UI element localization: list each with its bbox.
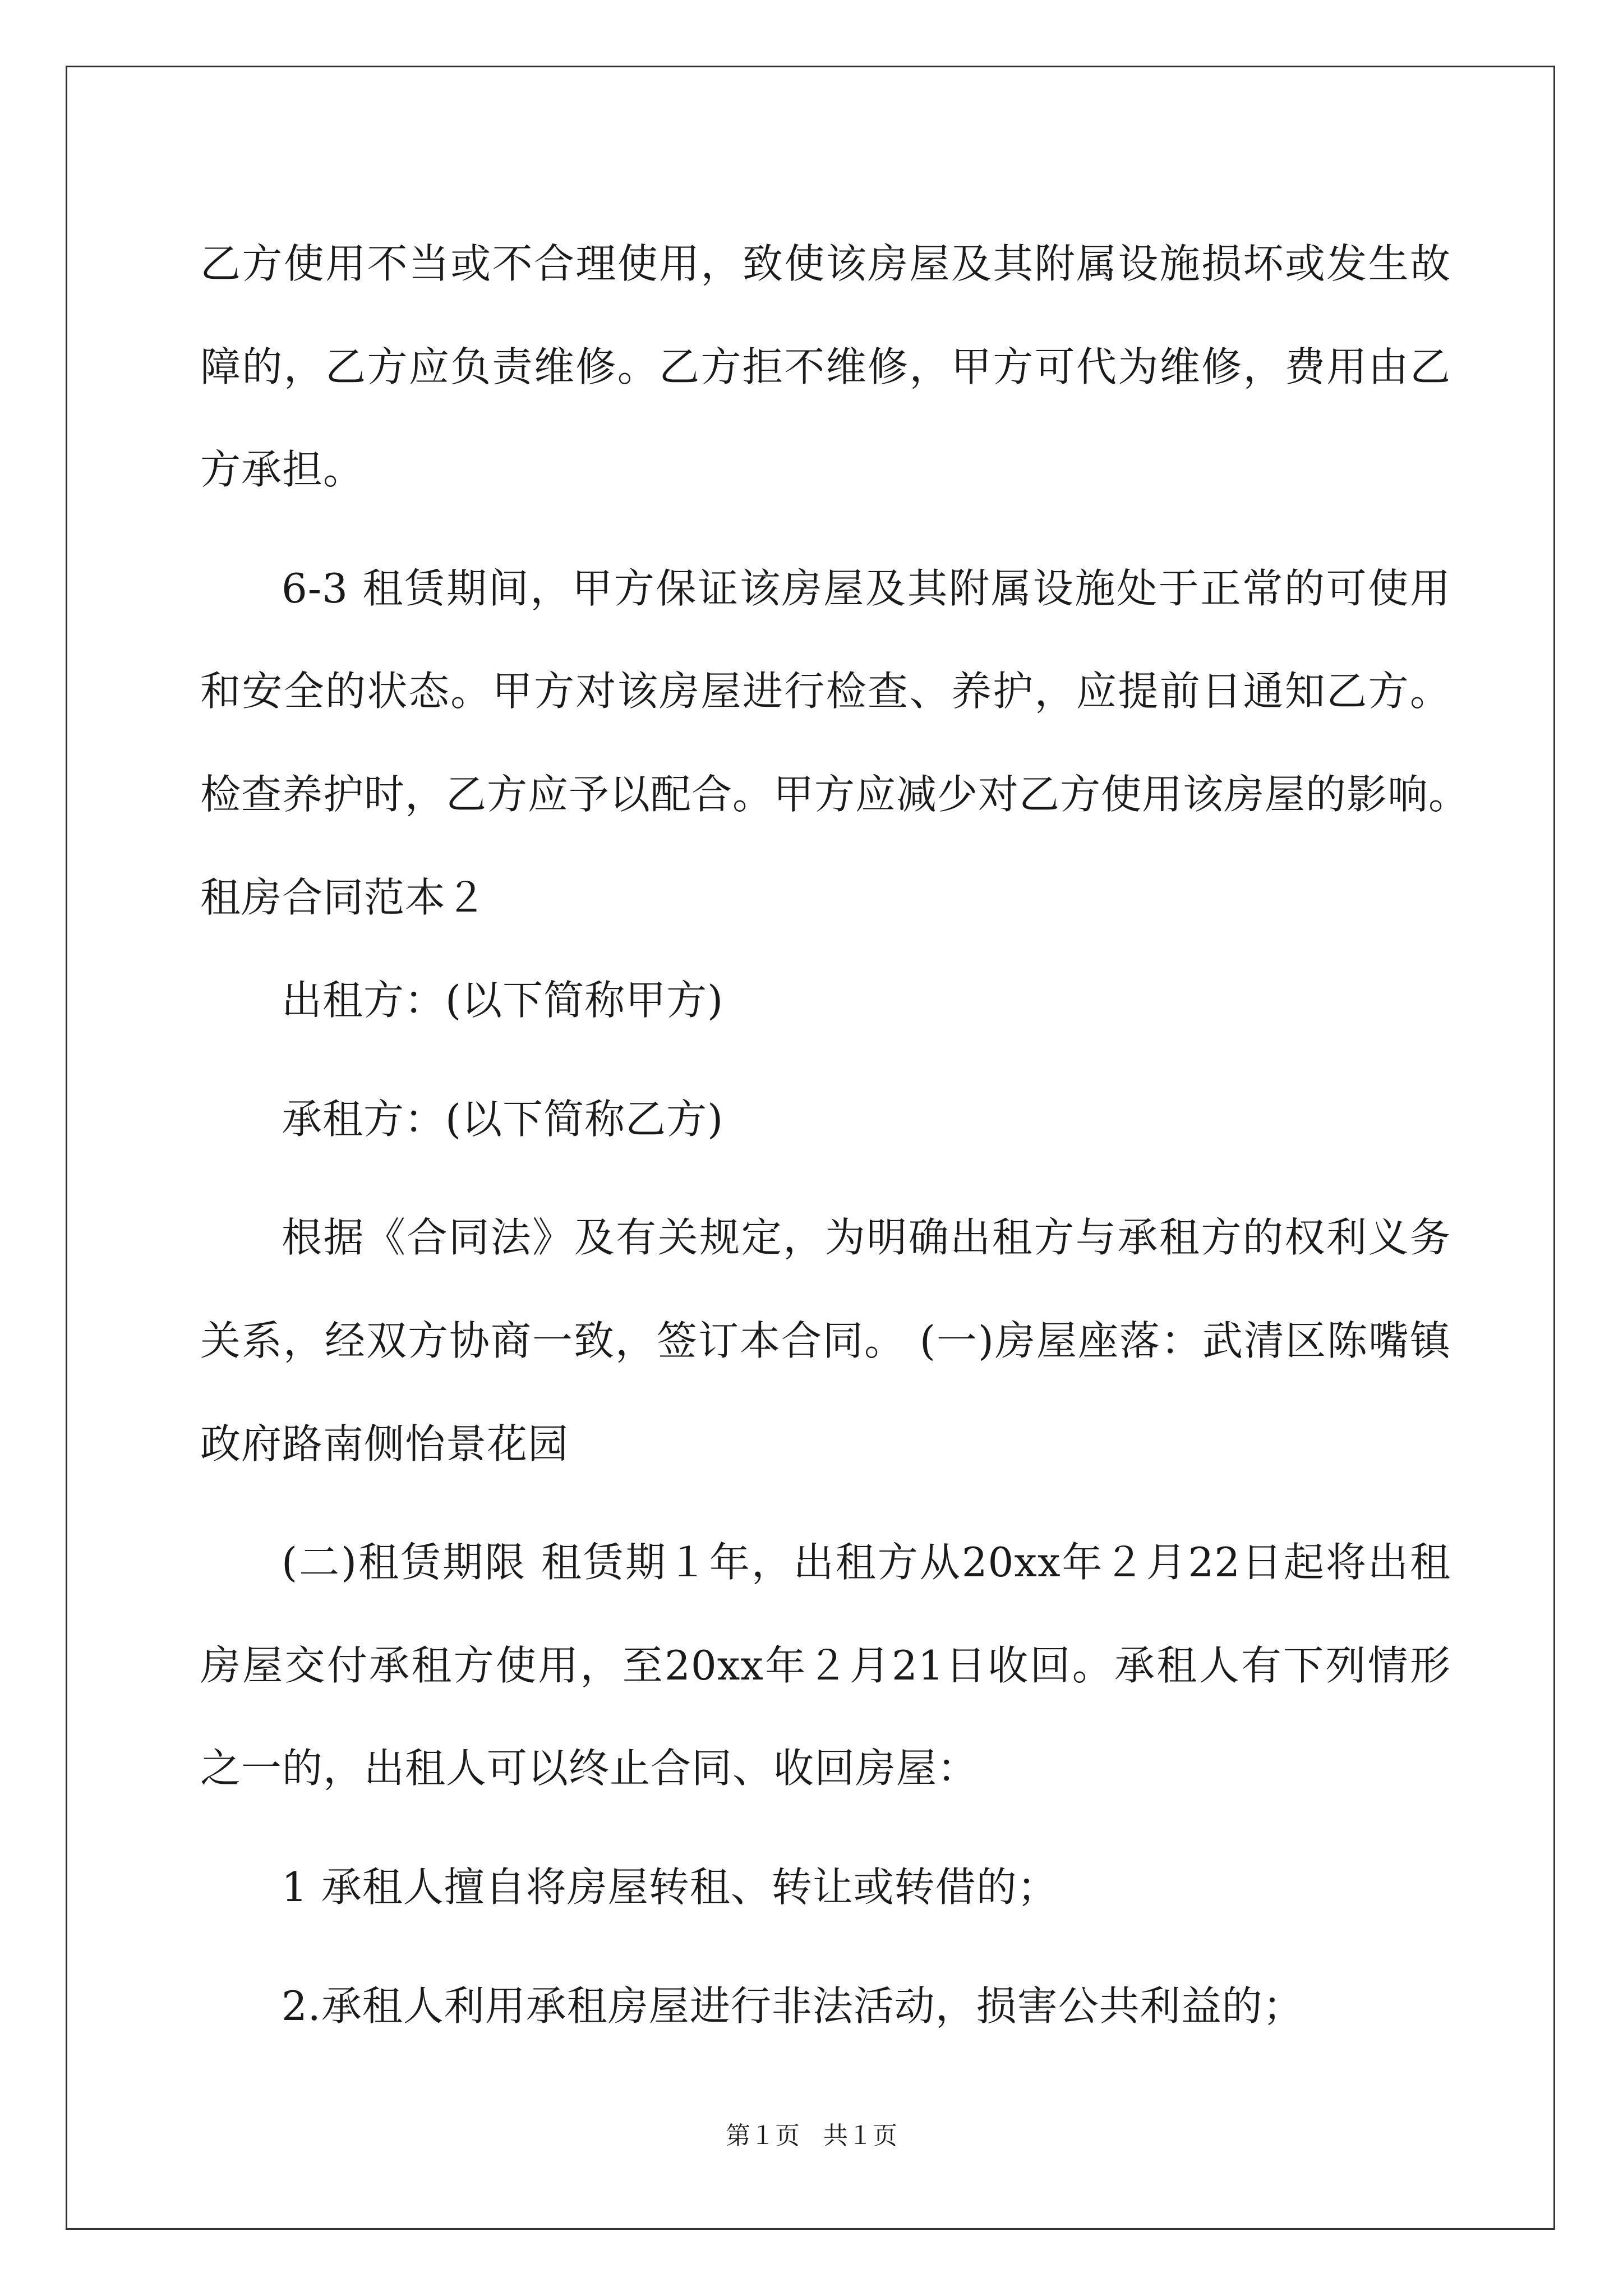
text-line: (二)租赁期限 租赁期１年，出租方从20xx年２月22日起将出租 bbox=[282, 1539, 1451, 1586]
text-line: 政府路南侧怡景花园 bbox=[200, 1420, 569, 1467]
text-line: 房屋交付承租方使用，至20xx年２月21日收回。承租人有下列情形 bbox=[200, 1641, 1451, 1689]
page-total: 共１页 bbox=[823, 2122, 897, 2150]
text-line: 乙方使用不当或不合理使用，致使该房屋及其附属设施损坏或发生故 bbox=[200, 240, 1451, 287]
page-number: 第１页 bbox=[726, 2122, 800, 2150]
text-line: 出租方：(以下简称甲方) bbox=[282, 977, 724, 1024]
document-body bbox=[200, 213, 1470, 2058]
text-line: 关系，经双方协商一致，签订本合同。 (一)房屋座落：武清区陈嘴镇 bbox=[200, 1317, 1451, 1364]
text-line: 检查养护时，乙方应予以配合。甲方应减少对乙方使用该房屋的影响。 bbox=[200, 770, 1470, 818]
text-line: 方承担。 bbox=[200, 446, 365, 494]
text-line: 1 承租人擅自将房屋转租、转让或转借的； bbox=[282, 1863, 1058, 1911]
page-footer bbox=[0, 2119, 1623, 2153]
text-line: 和安全的状态。甲方对该房屋进行检查、养护，应提前日通知乙方。 bbox=[200, 668, 1451, 715]
text-line: 根据《合同法》及有关规定，为明确出租方与承租方的权利义务 bbox=[282, 1214, 1451, 1262]
text-line: 之一的，出租人可以终止合同、收回房屋： bbox=[200, 1745, 979, 1792]
text-line: 2.承租人利用承租房屋进行非法活动，损害公共利益的； bbox=[282, 1982, 1304, 2030]
text-line: 承租方：(以下简称乙方) bbox=[282, 1095, 724, 1143]
text-line: 6-3 租赁期间，甲方保证该房屋及其附属设施处于正常的可使用 bbox=[282, 564, 1451, 612]
section-heading: 租房合同范本２ bbox=[200, 873, 487, 921]
text-line: 障的，乙方应负责维修。乙方拒不维修，甲方可代为维修，费用由乙 bbox=[200, 343, 1451, 390]
